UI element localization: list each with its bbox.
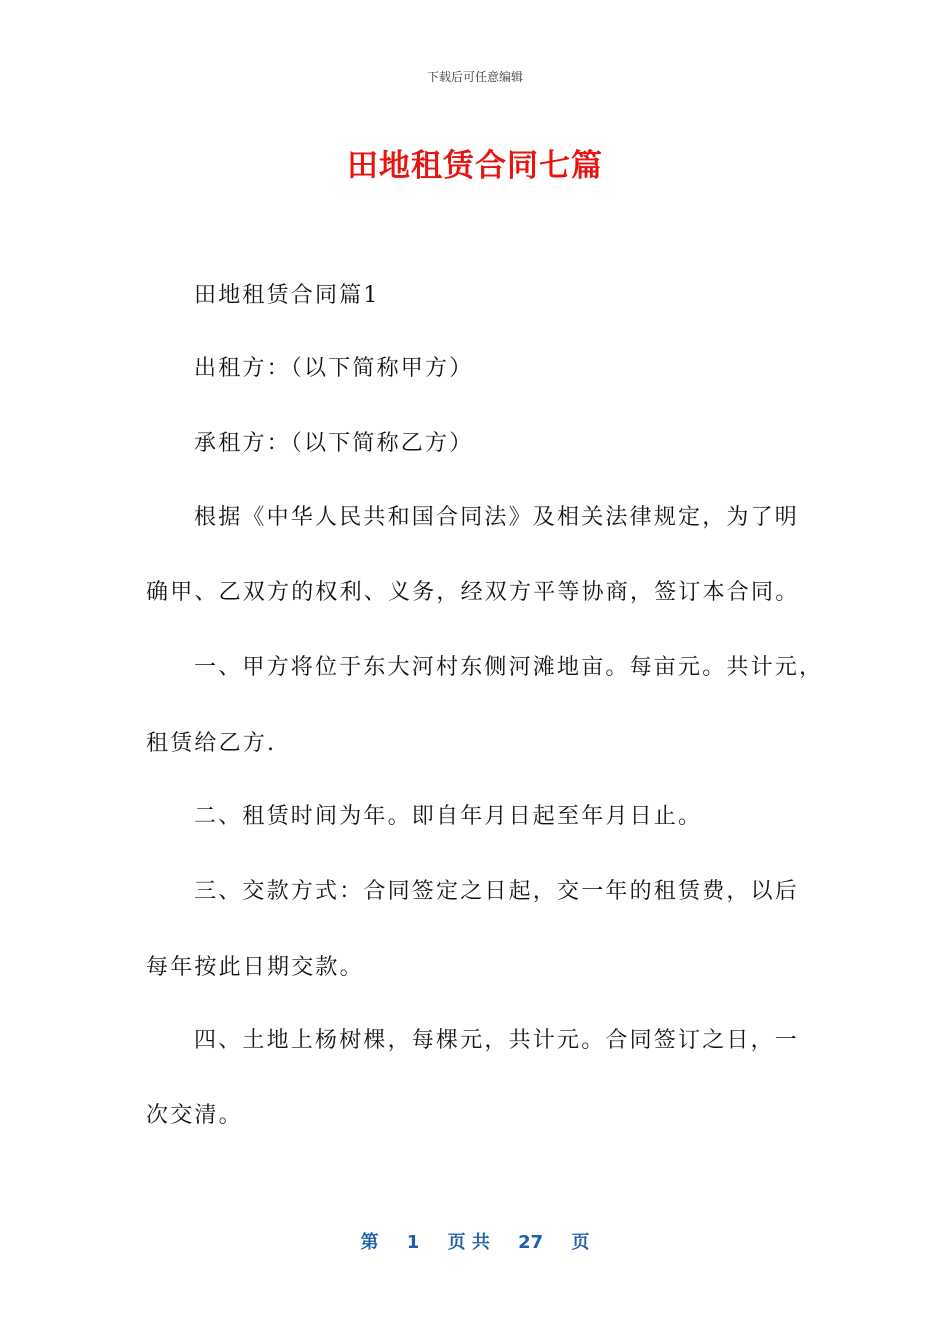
footer-suffix: 页	[571, 1232, 590, 1253]
clause-3-line-1: 三、交款方式：合同签定之日起，交一年的租赁费，以后	[194, 879, 800, 904]
page-footer	[0, 1228, 950, 1254]
footer-prefix: 第	[360, 1232, 379, 1253]
clause-4-line-1: 四、土地上杨树棵，每棵元，共计元。合同签订之日，一	[194, 1028, 800, 1053]
clause-3-line-2: 每年按此日期交款。	[146, 955, 364, 980]
document-title: 田地租赁合同七篇	[347, 148, 603, 184]
header-note: 下载后可任意编辑	[426, 70, 523, 84]
section-heading: 田地租赁合同篇1	[194, 283, 380, 308]
lessee-line: 承租方：（以下简称乙方）	[194, 431, 474, 456]
clause-1-line-1: 一、甲方将位于东大河村东侧河滩地亩。每亩元。共计元，	[194, 655, 824, 680]
footer-page-number: 1	[406, 1232, 420, 1253]
footer-total-pages: 27	[518, 1232, 544, 1253]
footer-middle: 页 共	[447, 1232, 490, 1253]
clause-1-line-2: 租赁给乙方.	[146, 731, 277, 756]
clause-2: 二、租赁时间为年。即自年月日起至年月日止。	[194, 804, 703, 829]
intro-paragraph-line-2: 确甲、乙双方的权利、义务，经双方平等协商，签订本合同。	[146, 580, 800, 605]
intro-paragraph-line-1: 根据《中华人民共和国合同法》及相关法律规定，为了明	[194, 505, 800, 530]
clause-4-line-2: 次交清。	[146, 1103, 243, 1128]
lessor-line: 出租方：（以下简称甲方）	[194, 356, 474, 381]
